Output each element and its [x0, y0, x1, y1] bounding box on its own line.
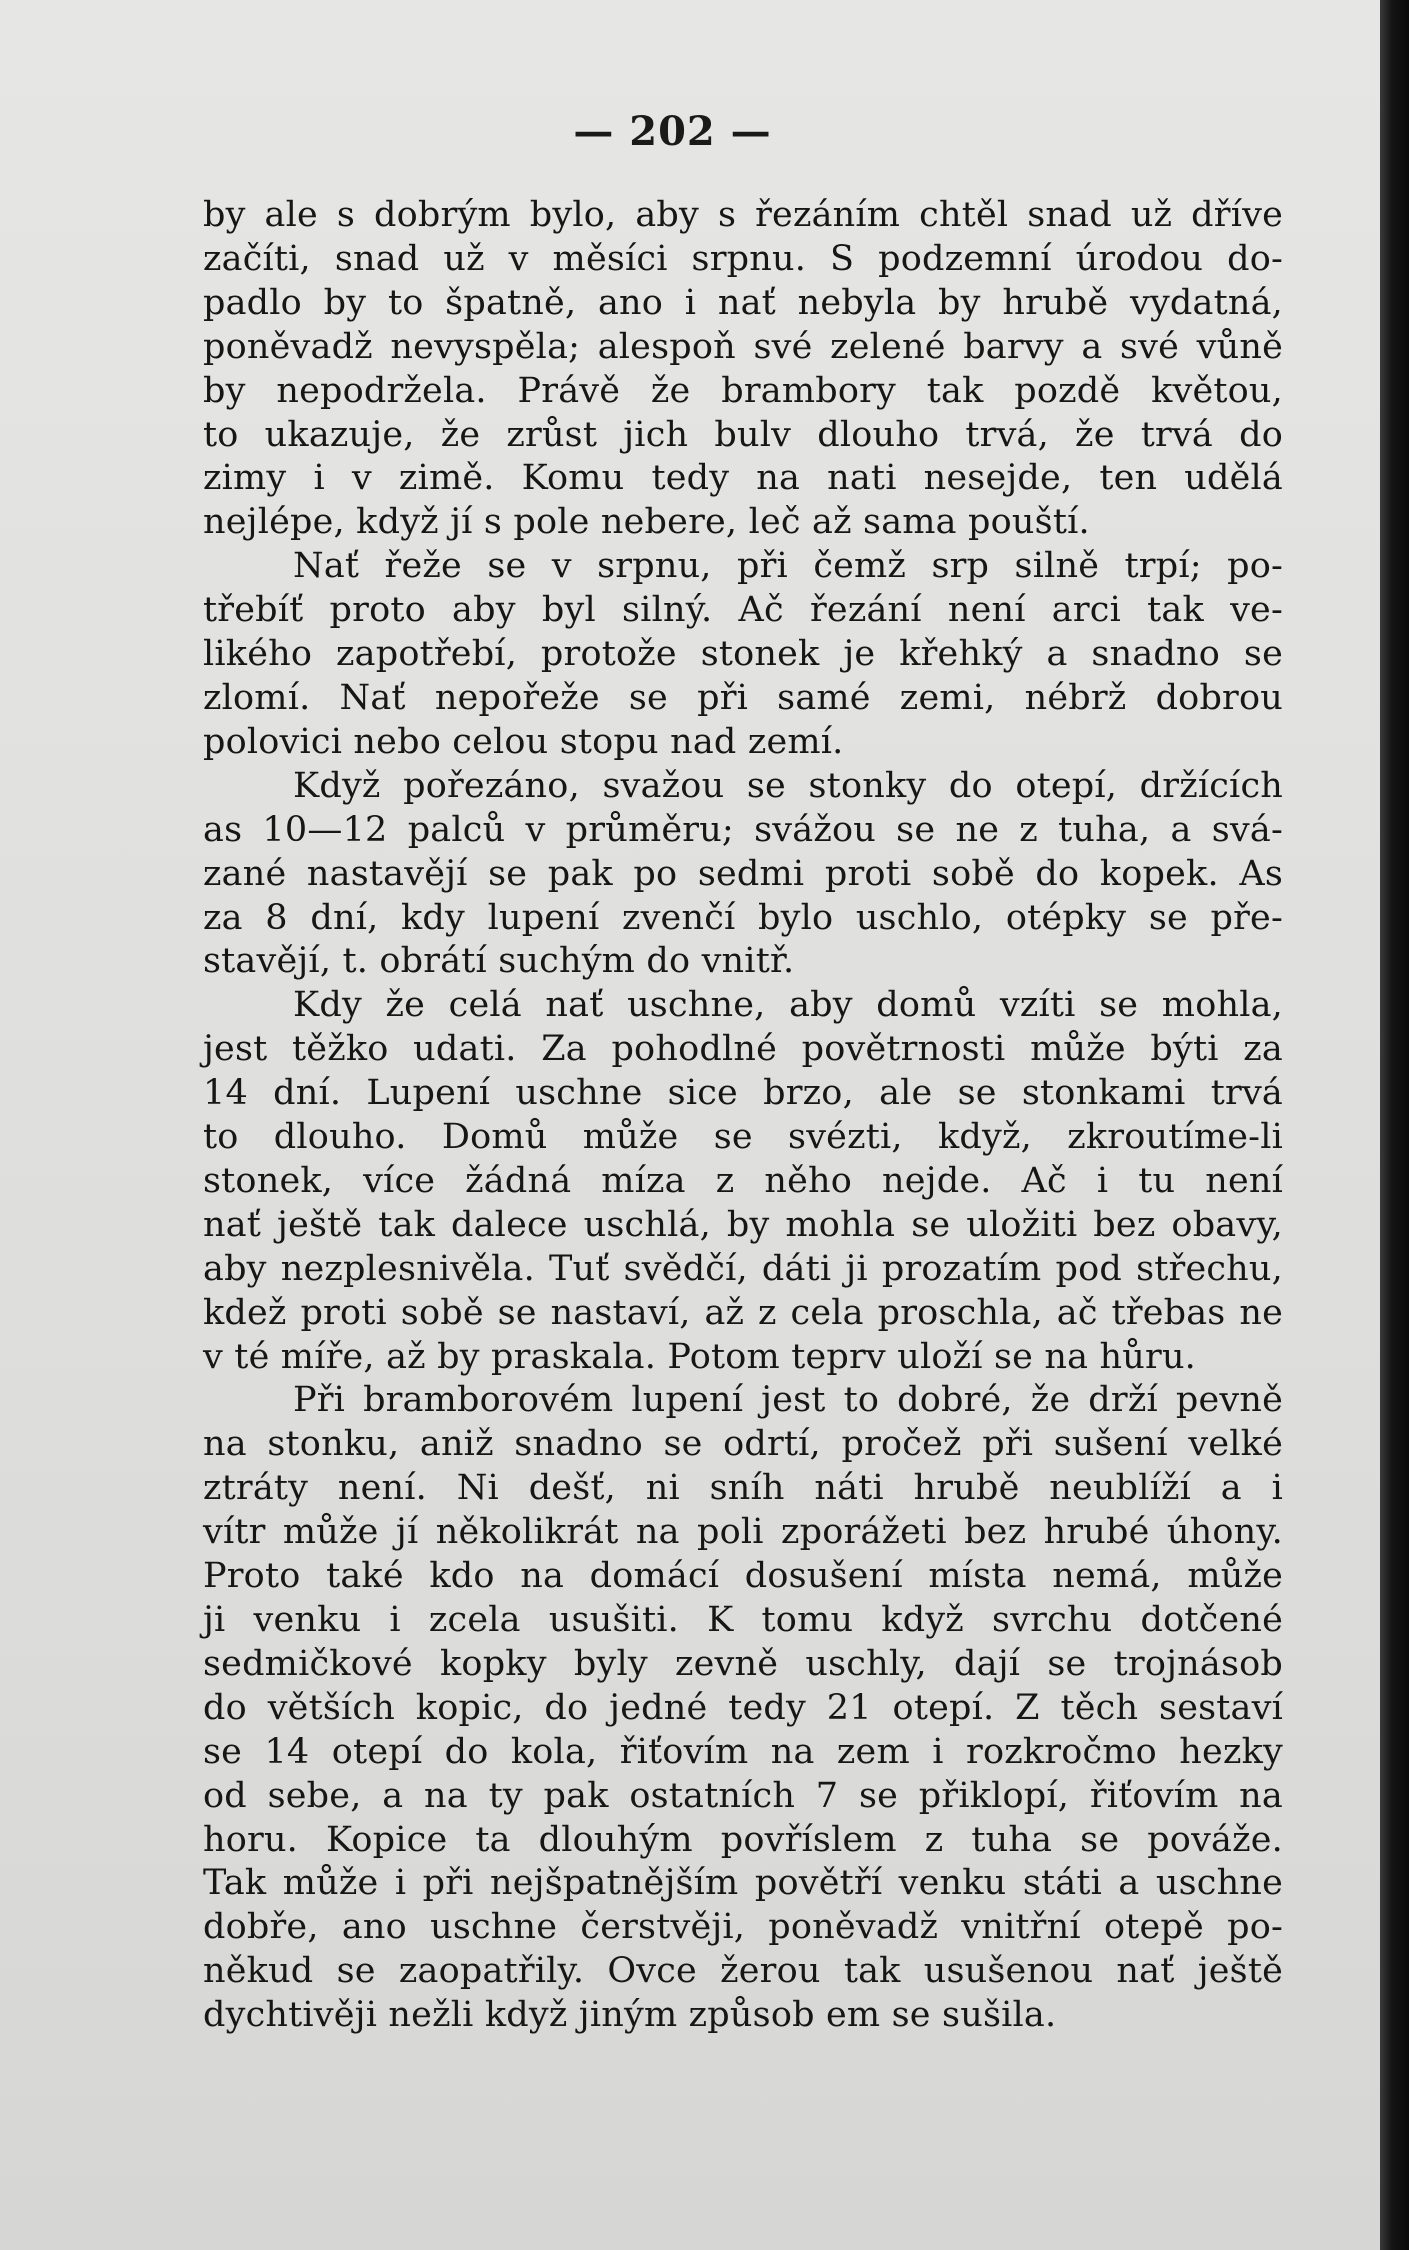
text-line: zlomí. Nať nepořeže se při samé zemi, nébrž dobrou [203, 677, 1283, 718]
text-line: Tak může i při nejšpatnějším povětří venku státi a uschne [203, 1863, 1283, 1904]
text-line: polovici nebo celou stopu nad zemí. [203, 721, 844, 762]
text-line: do větších kopic, do jedné tedy 21 otepí. Z těch sestaví [203, 1687, 1283, 1728]
page-number: — 202 — [573, 108, 772, 155]
body-text [203, 194, 1283, 2038]
text-line: od sebe, a na ty pak ostatních 7 se přiklopí, řiťovím na [203, 1775, 1283, 1816]
text-line: to ukazuje, že zrůst jich bulv dlouho trvá, že trvá do [203, 414, 1283, 455]
text-line: dychtivěji nežli když jiným způsob em se sušila. [203, 1995, 1057, 2036]
page-edge-shadow [1380, 0, 1409, 2250]
text-line: se 14 otepí do kola, řiťovím na zem i rozkročmo hezky [203, 1731, 1283, 1772]
text-line: v té míře, až by praskala. Potom teprv uloží se na hůru. [203, 1336, 1197, 1377]
text-line: Při bramborovém lupení jest to dobré, že drží pevně [293, 1380, 1283, 1421]
text-line: stavějí, t. obrátí suchým do vnitř. [203, 941, 795, 982]
text-line: aby nezplesnivěla. Tuť svědčí, dáti ji prozatím pod střechu, [203, 1248, 1283, 1289]
text-line: padlo by to špatně, ano i nať nebyla by hrubě vydatná, [203, 282, 1283, 323]
text-line: na stonku, aniž snadno se odrtí, pročež při sušení velké [203, 1424, 1283, 1465]
text-line: by nepodržela. Právě že brambory tak pozdě květou, [203, 370, 1283, 411]
text-line: jest těžko udati. Za pohodlné povětrnosti může býti za [203, 1029, 1283, 1070]
text-line: stonek, více žádná míza z něho nejde. Ač i tu není [203, 1160, 1283, 1201]
text-line: vítr může jí několikrát na poli zporážeti bez hrubé úhony. [203, 1512, 1283, 1553]
text-line: likého zapotřebí, protože stonek je křehký a snadno se [203, 634, 1283, 675]
text-line: nejlépe, když jí s pole nebere, leč až sama pouští. [203, 502, 1090, 543]
text-line: za 8 dní, kdy lupení zvenčí bylo uschlo, otépky se pře- [203, 897, 1283, 938]
text-line: zané nastavějí se pak po sedmi proti sobě do kopek. As [203, 853, 1283, 894]
text-line: ji venku i zcela usušiti. K tomu když svrchu dotčené [203, 1600, 1283, 1640]
text-line: sedmičkové kopky byly zevně uschly, dají se trojnásob [203, 1643, 1283, 1684]
text-line: třebíť proto aby byl silný. Ač řezání není arci tak ve- [203, 590, 1283, 631]
text-line: dobře, ano uschne čerstvěji, poněvadž vnitřní otepě po- [203, 1907, 1283, 1948]
text-line: Nať řeže se v srpnu, při čemž srp silně trpí; po- [293, 546, 1283, 587]
text-line: ztráty není. Ni dešť, ni sníh náti hrubě neublíží a i [203, 1468, 1283, 1509]
text-line: Když pořezáno, svažou se stonky do otepí, držících [293, 765, 1283, 806]
text-line: někud se zaopatřily. Ovce žerou tak usušenou nať ještě [203, 1951, 1283, 1992]
text-line: by ale s dobrým bylo, aby s řezáním chtěl snad už dříve [203, 195, 1283, 235]
text-line: horu. Kopice ta dlouhým povříslem z tuha se pováže. [203, 1819, 1283, 1860]
text-line: poněvadž nevyspěla; alespoň své zelené barvy a své vůně [203, 326, 1283, 367]
text-line: 14 dní. Lupení uschne sice brzo, ale se stonkami trvá [203, 1073, 1283, 1114]
text-line: zimy i v zimě. Komu tedy na nati nesejde, ten udělá [203, 458, 1283, 499]
text-line: Kdy že celá nať uschne, aby domů vzíti se mohla, [293, 985, 1283, 1026]
text-line: začíti, snad už v měsíci srpnu. S podzemní úrodou do- [203, 238, 1283, 279]
text-line: Proto také kdo na domácí dosušení místa nemá, může [203, 1556, 1283, 1597]
text-line: as 10—12 palců v průměru; svážou se ne z tuha, a svá- [203, 809, 1283, 850]
text-line: to dlouho. Domů může se svézti, když, zkroutíme-li [203, 1117, 1283, 1158]
text-line: nať ještě tak dalece uschlá, by mohla se uložiti bez obavy, [203, 1204, 1283, 1245]
text-line: kdež proti sobě se nastaví, až z cela proschla, ač třebas ne [203, 1292, 1283, 1333]
